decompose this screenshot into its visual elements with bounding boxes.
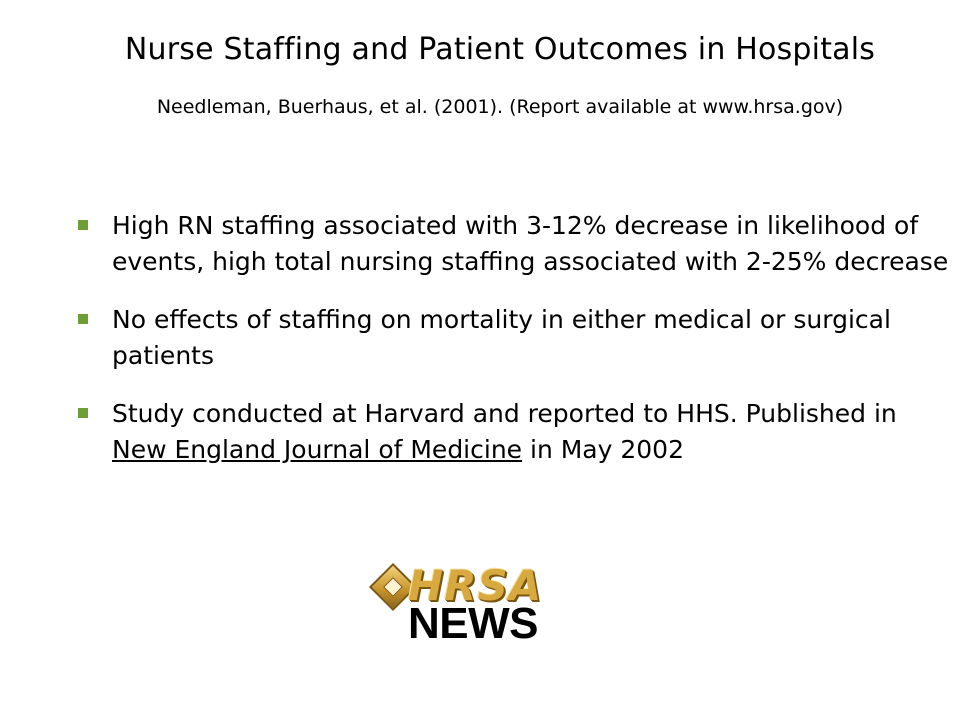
bullet-text-before: Study conducted at Harvard and reported to HHS. Published in xyxy=(112,399,897,428)
hrsa-news-logo xyxy=(372,562,572,652)
bullet-item-staffing xyxy=(74,208,954,280)
journal-name: New England Journal of Medicine xyxy=(112,435,523,464)
slide-title: Nurse Staffing and Patient Outcomes in Hospitals xyxy=(124,32,876,67)
bullet-text xyxy=(112,396,954,468)
bullet-text: High RN staffing associated with 3-12% decrease in likelihood of events, high total nursing staffing associated with 2-25% decrease xyxy=(112,211,949,276)
bullet-list xyxy=(74,208,954,490)
square-bullet-icon xyxy=(78,314,88,324)
bullet-item-study xyxy=(74,396,954,468)
logo-caption: NEWS xyxy=(408,599,538,648)
emblem-center xyxy=(383,577,403,597)
slide-subtitle: Needleman, Buerhaus, et al. (2001). (Report available at www.hrsa.gov) xyxy=(156,96,844,118)
square-bullet-icon xyxy=(78,408,88,418)
bullet-text-after: in May 2002 xyxy=(522,435,684,464)
bullet-item-mortality xyxy=(74,302,954,374)
square-bullet-icon xyxy=(78,220,88,230)
logo-wordmark: HRSA xyxy=(408,561,543,610)
bullet-text: No effects of staffing on mortality in either medical or surgical patients xyxy=(112,305,891,370)
